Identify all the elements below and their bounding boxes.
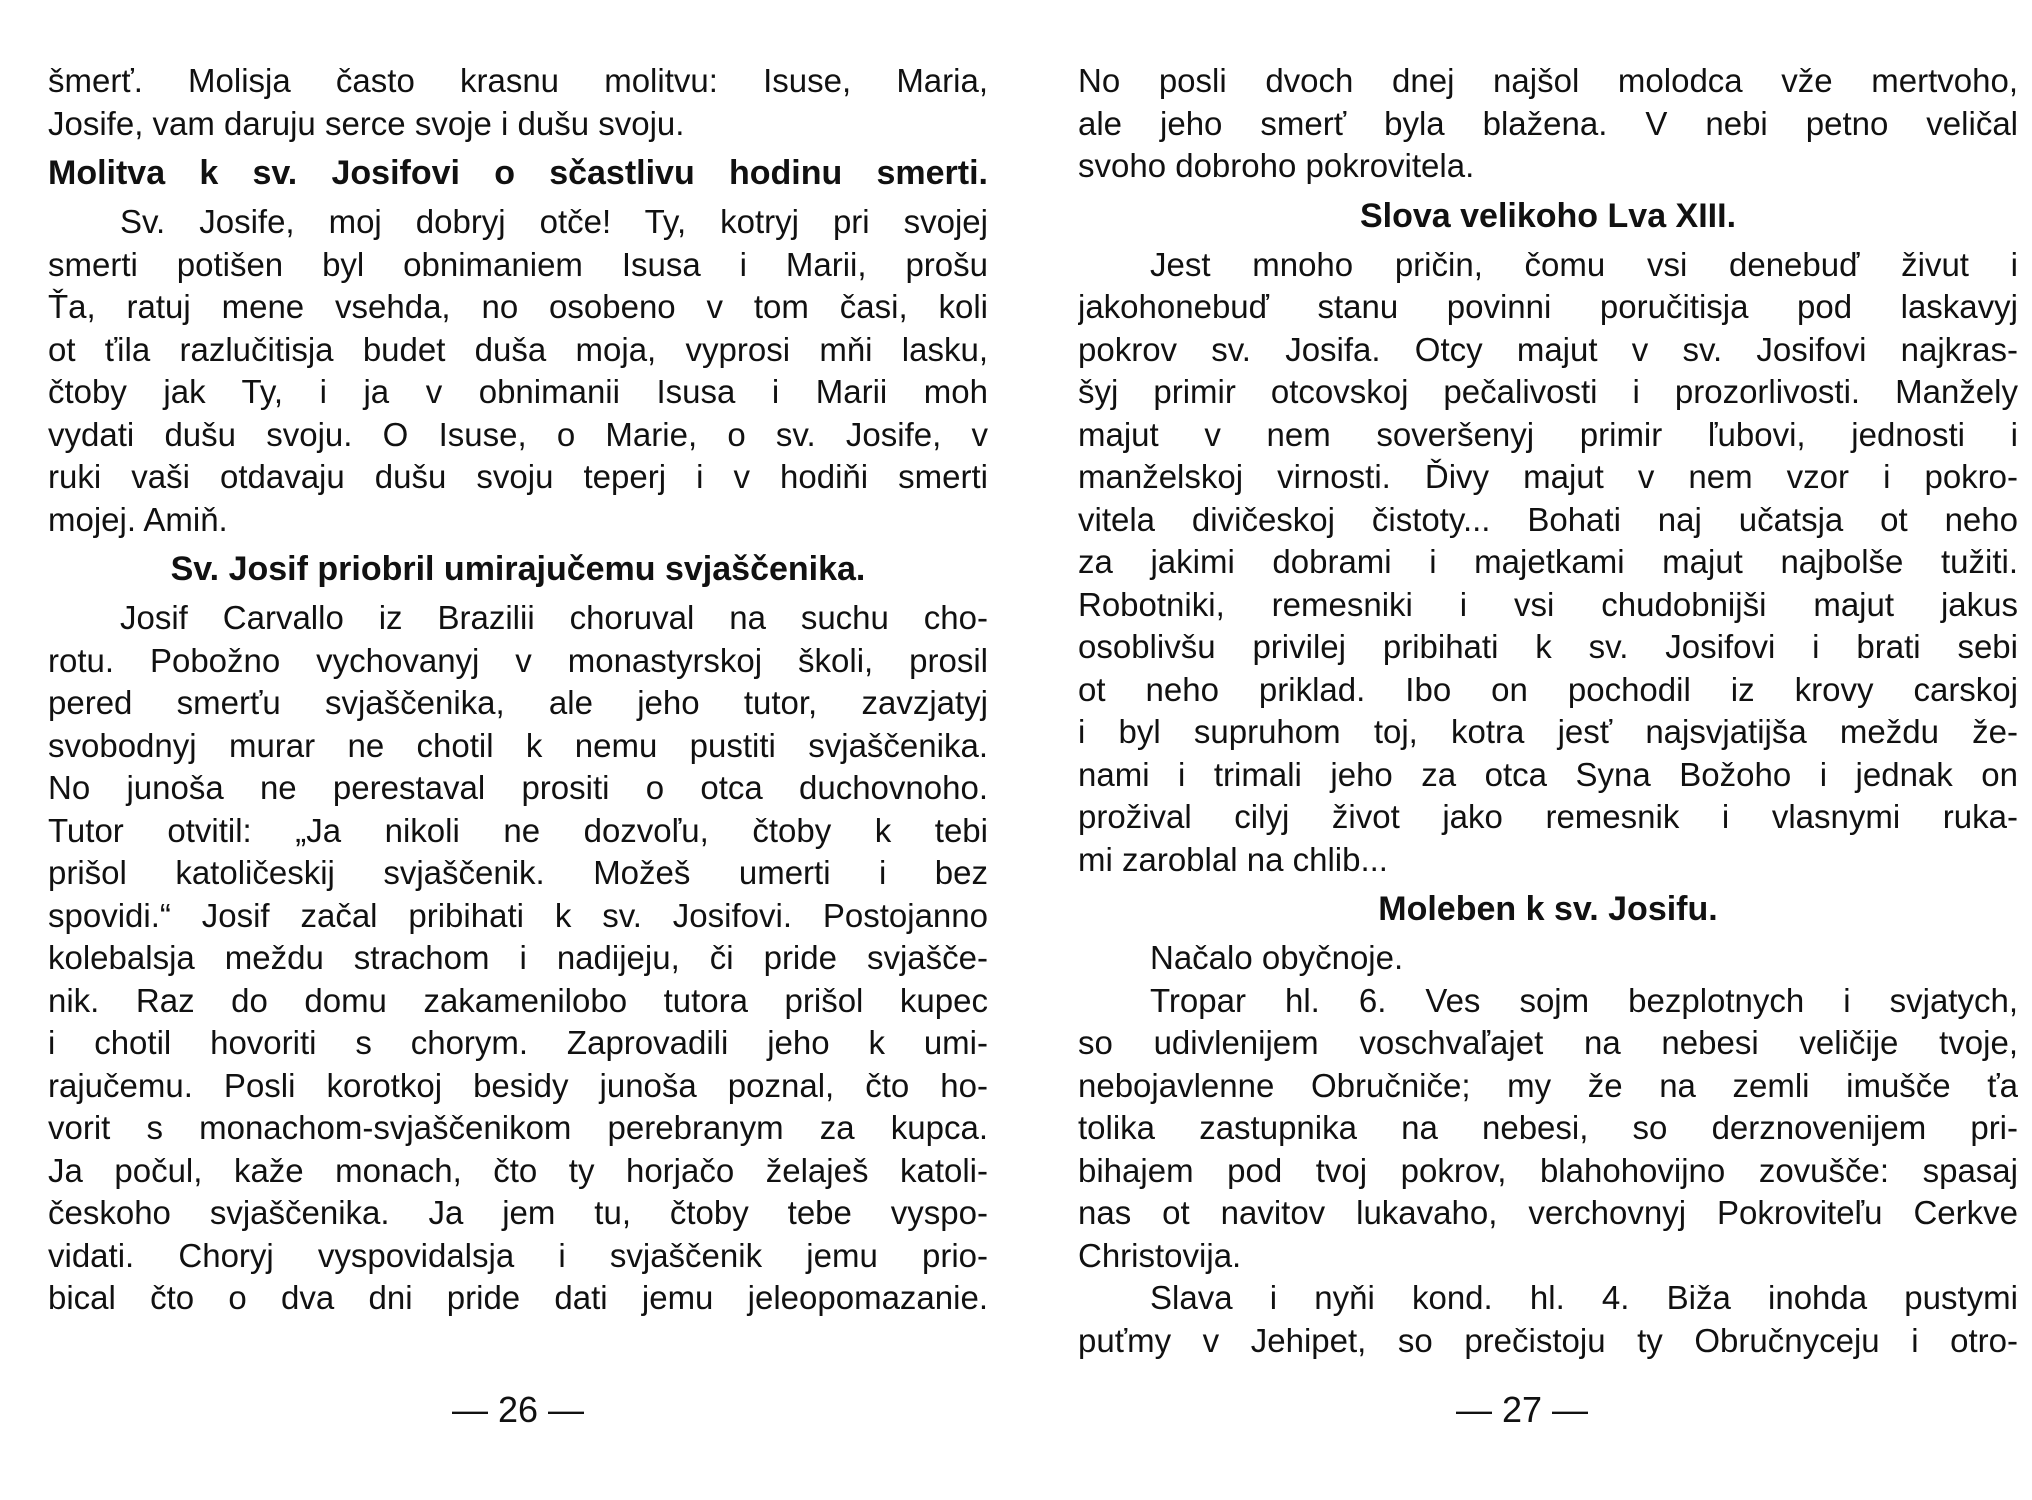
section-heading-prayer: Molitva k sv. Josifovi o sčastlivu hodinu smerti.	[48, 154, 988, 192]
left-page	[48, 60, 988, 1480]
text-line: i byl supruhom toj, kotra jesť najsvjatijša meždu že-	[1078, 713, 2018, 750]
text-line: i chotil hovoriti s chorym. Zaprovadili jeho k umi-	[48, 1024, 988, 1061]
text-line: kolebalsja meždu strachom i nadijeju, či pride svjašče-	[48, 939, 988, 976]
text-line: mojej. Amiň.	[48, 500, 228, 538]
text-line: jakohonebuď stanu povinni poručitisja pod laskavyj	[1078, 288, 2018, 325]
text-line: Josif Carvallo iz Brazilii choruval na suchu cho-	[120, 599, 988, 636]
text-line: ale jeho smerť byla blažena. V nebi petno veličal	[1078, 104, 2018, 142]
text-line: Tutor otvitil: „Ja nikoli ne dozvoľu, čtoby k tebi	[48, 811, 988, 849]
text-line: rajučemu. Posli korotkoj besidy junoša poznal, čto ho-	[48, 1066, 988, 1104]
text-line: Robotniki, remesniki i vsi chudobnijši majut jakus	[1078, 585, 2018, 623]
text-line: majut v nem soveršenyj primir ľubovi, jednosti i	[1078, 415, 2018, 453]
text-line: vorit s monachom-svjaščenikom perebranym za kupca.	[48, 1109, 988, 1146]
text-line: osoblivšu privilej pribihati k sv. Josifovi i brati sebi	[1078, 628, 2018, 665]
text-line: Ťa, ratuj mene vsehda, no osobeno v tom časi, koli	[48, 288, 988, 325]
text-line: Jest mnoho pričin, čomu vsi denebuď živut i	[1150, 245, 2018, 283]
text-line: svobodnyj murar ne chotil k nemu pustiti svjaščenika.	[48, 726, 988, 764]
text-line: nik. Raz do domu zakamenilobo tutora prišol kupec	[48, 981, 988, 1019]
section-heading-story: Sv. Josif priobril umirajučemu svjaščenika.	[170, 550, 866, 588]
text-line: bihajem pod tvoj pokrov, blahohovijno zovušče: spasaj	[1078, 1151, 2018, 1189]
section-heading-moleben: Moleben k sv. Josifu.	[1378, 890, 1718, 928]
text-line: smerti potišen byl obnimaniem Isusa i Marii, prošu	[48, 245, 988, 283]
page-number-right: — 27 —	[1455, 1389, 1589, 1430]
text-line: prišol katoličeskij svjaščenik. Možeš umerti i bez	[48, 854, 988, 891]
text-line: nas ot navitov lukavaho, verchovnyj Pokroviteľu Cerkve	[1078, 1194, 2018, 1231]
text-line: Christovija.	[1078, 1236, 1242, 1274]
text-line: nami i trimali jeho za otca Syna Božoho i jednak on	[1078, 755, 2018, 793]
text-line: pokrov sv. Josifa. Otcy majut v sv. Josifovi najkras-	[1078, 330, 2018, 368]
text-line: No junoša ne perestaval prositi o otca duchovnoho.	[48, 769, 988, 806]
text-line: No posli dvoch dnej najšol molodca vže mertvoho,	[1078, 62, 2018, 99]
right-page	[1078, 60, 2018, 1480]
text-line: spovidi.“ Josif začal pribihati k sv. Josifovi. Postojanno	[48, 896, 988, 934]
text-line: Sv. Josife, moj dobryj otče! Ty, kotryj pri svojej	[120, 203, 988, 240]
text-line: puťmy v Jehipet, so prečistoju ty Obručnyceju i otro-	[1078, 1321, 2018, 1359]
text-line: ot neho priklad. Ibo on pochodil iz krovy carskoj	[1078, 670, 2018, 708]
text-line: tolika zastupnika na nebesi, so derznovenijem pri-	[1078, 1109, 2018, 1146]
text-line: vidati. Choryj vyspovidalsja i svjaščenik jemu prio-	[48, 1236, 988, 1274]
text-line: rotu. Pobožno vychovanyj v monastyrskoj školi, prosil	[48, 641, 988, 679]
text-line: mi zaroblal na chlib...	[1078, 840, 1388, 878]
text-line: bical čto o dva dni pride dati jemu jeleopomazanie.	[48, 1279, 988, 1316]
text-line: šmerť. Molisja často krasnu molitvu: Isuse, Maria,	[48, 62, 988, 99]
text-line: Načalo obyčnoje.	[1150, 939, 1404, 976]
text-line: svoho dobroho pokrovitela.	[1078, 147, 1475, 184]
text-line: nebojavlenne Obručniče; my že na zemli imušče ťa	[1078, 1066, 2018, 1104]
text-line: čtoby jak Ty, i ja v obnimanii Isusa i Marii moh	[48, 373, 988, 410]
text-line: Slava i nyňi kond. hl. 4. Biža inohda pustymi	[1150, 1279, 2018, 1316]
text-line: pered smerťu svjaščenika, ale jeho tutor, zavzjatyj	[48, 684, 988, 721]
text-line: šyj primir otcovskoj pečalivosti i prozorlivosti. Manžely	[1078, 373, 2018, 410]
text-line: manželskoj virnosti. Ďivy majut v nem vzor i pokro-	[1078, 458, 2018, 495]
text-line: ruki vaši otdavaju dušu svoju teperj i v hodiňi smerti	[48, 458, 988, 495]
text-line: Josife, vam daruju serce svoje i dušu svoju.	[48, 104, 685, 142]
text-line: prožival cilyj život jako remesnik i vlasnymi ruka-	[1078, 798, 2018, 835]
text-line: Tropar hl. 6. Ves sojm bezplotnych i svjatych,	[1150, 981, 2018, 1019]
section-heading-leo: Slova velikoho Lva XIII.	[1359, 196, 1737, 235]
page-number-left: — 26 —	[451, 1389, 585, 1430]
text-line: vydati dušu svoju. O Isuse, o Marie, o sv. Josife, v	[48, 415, 988, 453]
text-line: za jakimi dobrami i majetkami majut najbolše tužiti.	[1078, 543, 2018, 580]
text-line: so udivlenijem voschvaľajet na nebesi veličije tvoje,	[1078, 1024, 2018, 1061]
text-line: českoho svjaščenika. Ja jem tu, čtoby tebe vyspo-	[48, 1194, 988, 1231]
text-line: vitela divičeskoj čistoty... Bohati naj učatsja ot neho	[1078, 500, 2018, 538]
text-line: ot ťila razlučitisja budet duša moja, vyprosi mňi lasku,	[48, 330, 988, 368]
text-line: Ja počul, kaže monach, čto ty horjačo želaješ katoli-	[48, 1151, 988, 1189]
